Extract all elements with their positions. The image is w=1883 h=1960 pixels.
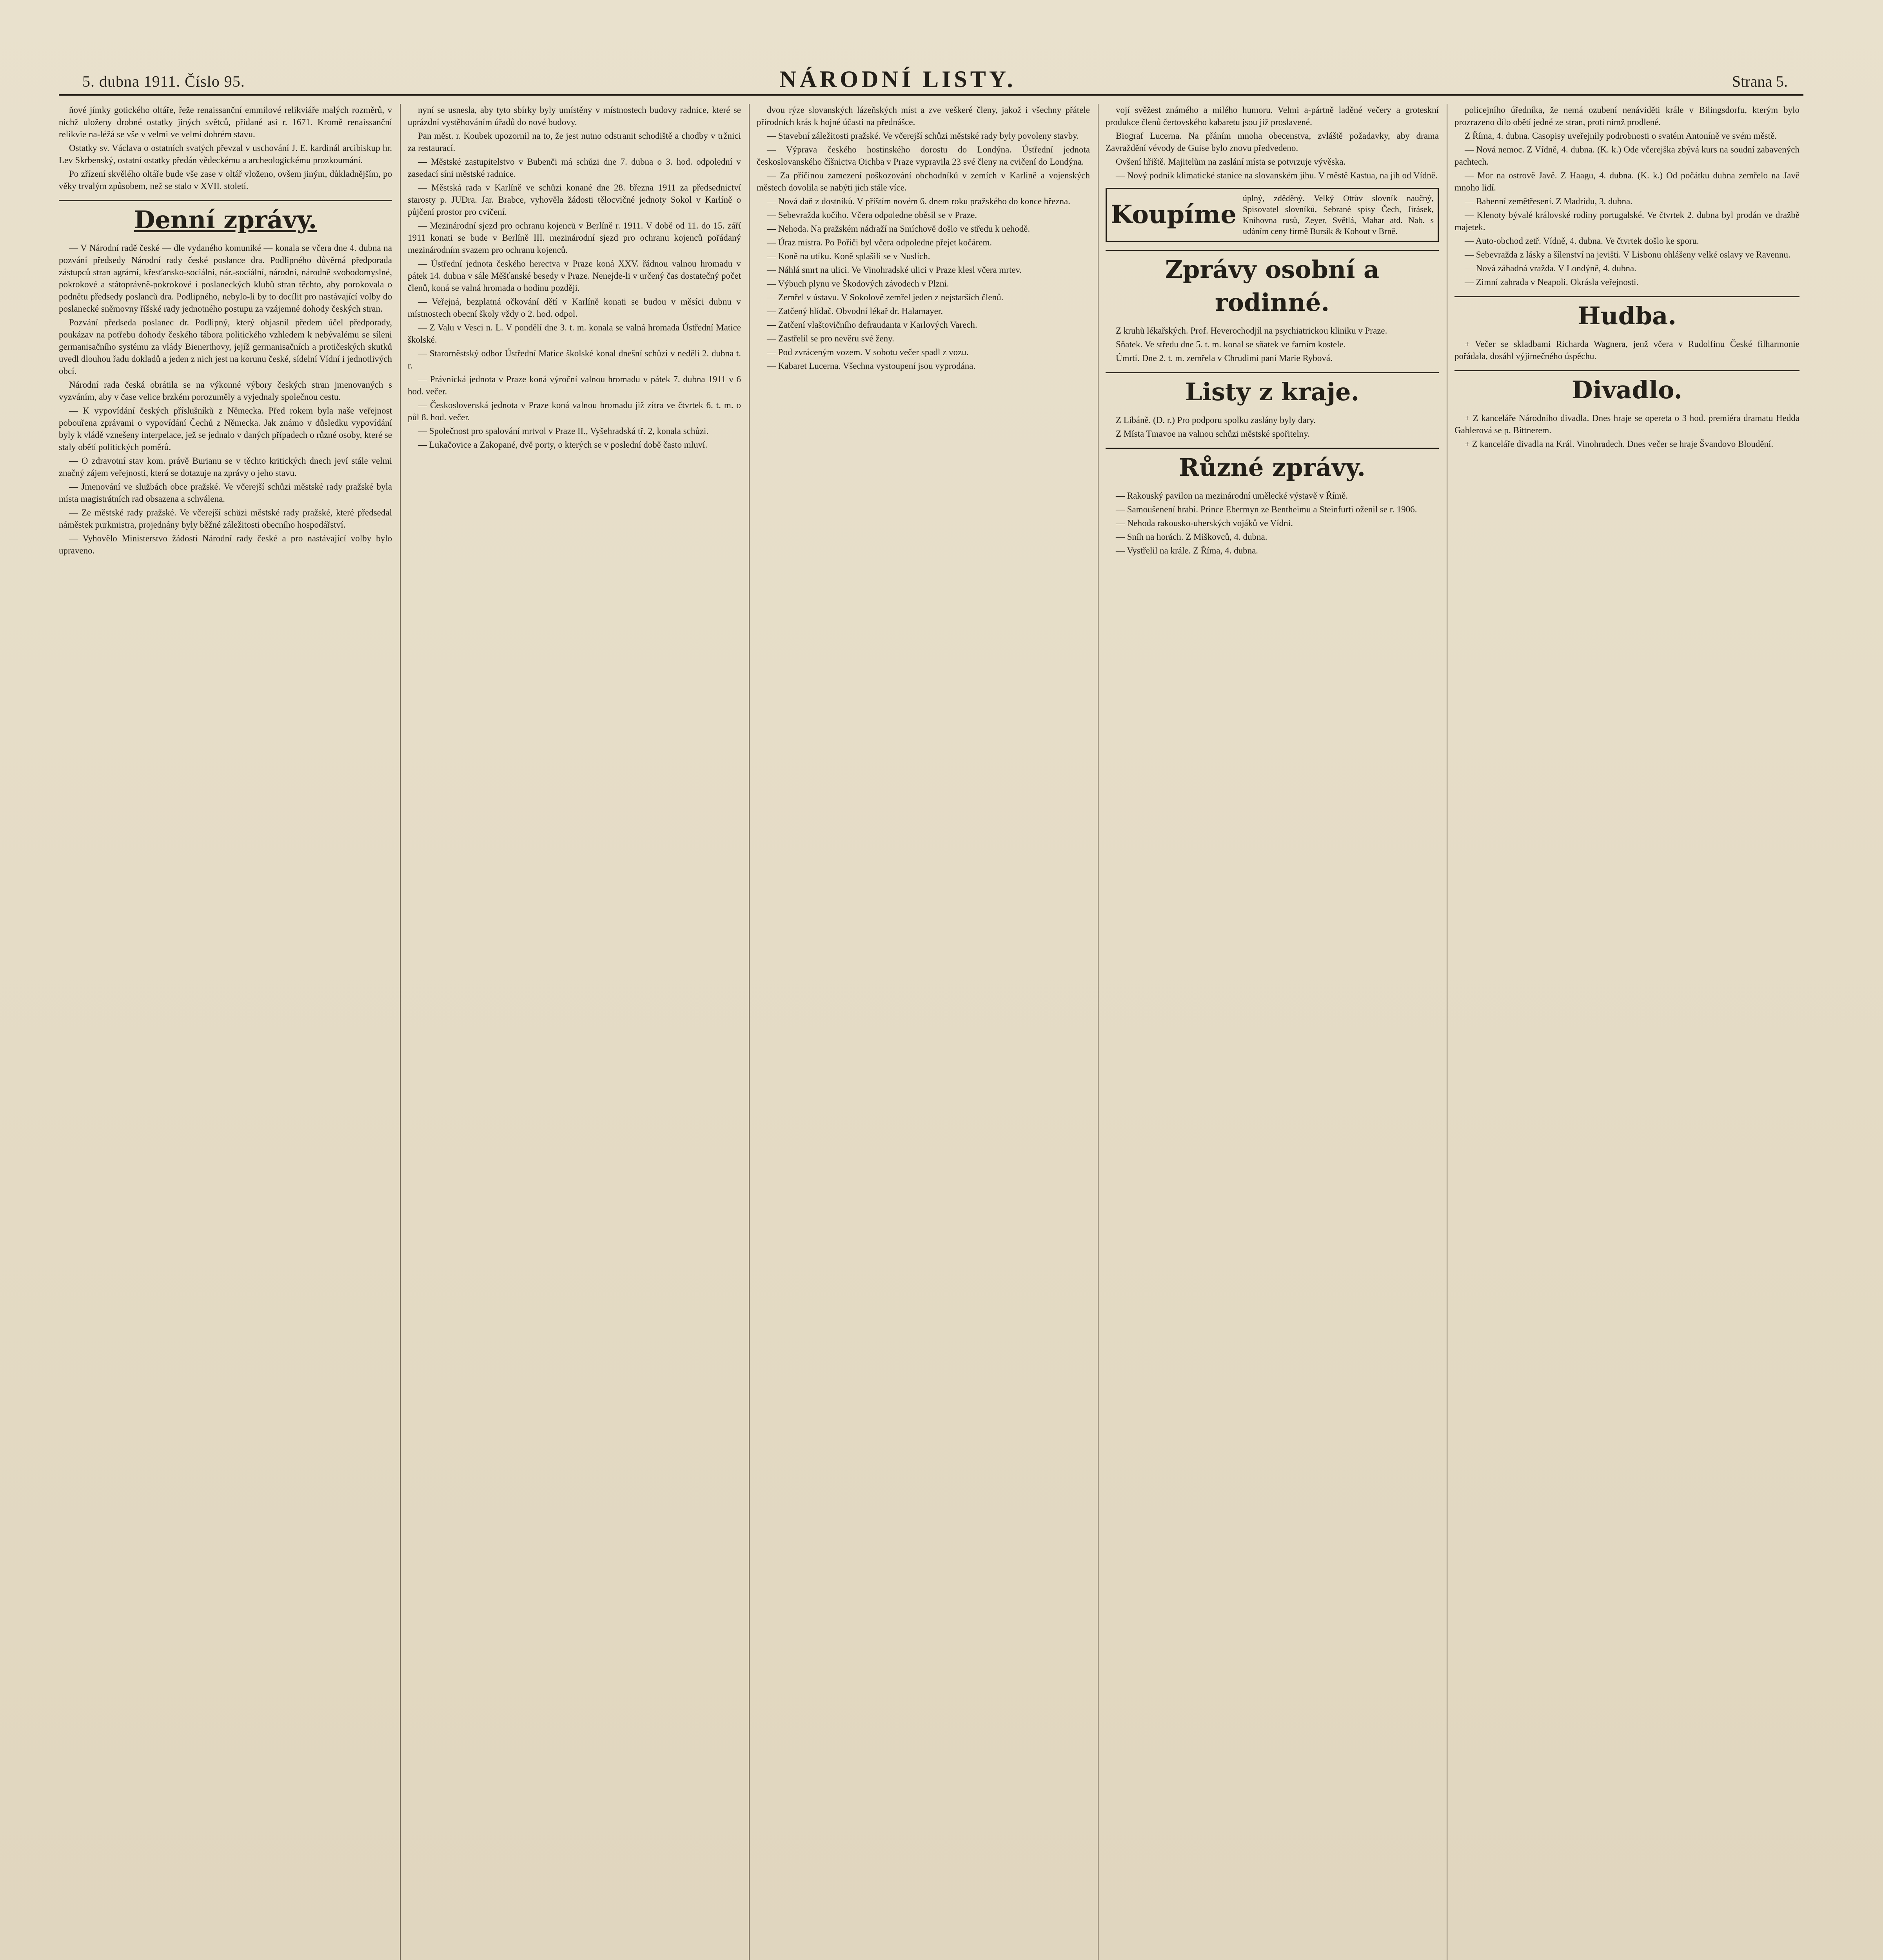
- article-text: — V Národní radě české — dle vydaného komuniké — konala se včera dne 4. dubna na pozvání předsedy Národní rady české poslance dra. Podlipného důvěrná předporada zástupců stran agrární, křesťansko-sociální, nár.-sociální, národní, národně svobodomyslné, pokrokové a státoprávně-pokrokové i poslaneckých klubů stran těchto, aby porokovala o podnětu předsedy poslanců dra. Podlipného, nebylo-li by to docílit pro nastávající volby do poslanecké sněmovny říšské rady jednotného postupu za vzájemné dohody českých stran.: [59, 243, 392, 314]
- section-heading-listy-z-kraje: Listy z kraje.: [1106, 372, 1439, 408]
- article-text: — Jmenování ve službách obce pražské. Ve včerejší schůzi městské rady pražské byla místa magistrátních rad obsazena a schválena.: [59, 482, 392, 504]
- article-text: — Nová záhadná vražda. V Londýně, 4. dubna.: [1465, 263, 1636, 273]
- article-text: — Nová nemoc. Z Vídně, 4. dubna. (K. k.) Ode včerejška zbývá kurs na soudní zabavených pachtech.: [1454, 145, 1799, 167]
- article-text: — Klenoty bývalé královské rodiny portugalské. Ve čtvrtek 2. dubna byl prodán ve dražbě majetek.: [1454, 210, 1799, 232]
- article-text: Národní rada česká obrátila se na výkonné výbory českých stran jmenovaných s vyzváním, aby v čase velice brzkém porozuměly a vyjednaly společnou cestu.: [59, 380, 392, 402]
- article-text: ňové jímky gotického oltáře, řeže renaissanční emmilové relikviáře malých rozměrů, v nichž uloženy drobné ostatky jiných světců, přidané asi r. 1671. Kromě renaissanční relikvie na-léžá se vše v velmi ve velmi dobrém stavu.: [59, 105, 392, 139]
- page-number: Strana 5.: [1732, 73, 1788, 90]
- article-text: — Samoušenení hrabi. Prince Ebermyn ze Bentheimu a Steinfurti oženil se r. 1906.: [1116, 505, 1417, 514]
- article-text: — Nehoda rakousko-uherských vojáků ve Vídni.: [1116, 518, 1293, 528]
- article-text: Pan měst. r. Koubek upozornil na to, že jest nutno odstranit schodiště a chodby v tržnici za restaurací.: [408, 131, 741, 153]
- article-text: — Zimní zahrada v Neapoli. Okrásla veřejnosti.: [1465, 277, 1639, 287]
- article-text: dvou rýze slovanských lázeňských míst a zve veškeré členy, jakož i všechny přátele přírodních krás k hojné účasti na přednášce.: [757, 105, 1090, 127]
- article-text: Biograf Lucerna. Na přáním mnoha obecenstva, zvláště požadavky, aby drama Zavraždění vévody de Guise bylo znovu předvedeno.: [1106, 131, 1439, 153]
- article-text: — Z Valu v Vesci n. L. V pondělí dne 3. t. m. konala se valná hromada Ústřední Matice školské.: [408, 323, 741, 345]
- article-text: — Rakouský pavilon na mezinárodní umělecké výstavě v Římě.: [1116, 491, 1348, 501]
- section-heading-denni-zpravy: Denní zprávy.: [59, 200, 392, 236]
- issue-date: 5. dubna 1911. Číslo 95.: [82, 73, 245, 90]
- ad-text: úplný, zděděný. Velký Ottův slovník naučný, Spisovatel slovníků, Sebrané spisy Čech, Jirásek, Knihovna rusů, Zeyer, Světlá, Mahar atd. Nab. s udáním ceny firmě Bursík & Kohout v Brně.: [1242, 193, 1434, 236]
- column-divider: [749, 104, 750, 1960]
- article-text: — Koně na utíku. Koně splašili se v Nuslích.: [767, 251, 930, 261]
- column-4: [1106, 104, 1439, 1960]
- article-text: — Městská rada v Karlíně ve schůzi konané dne 28. března 1911 za předsednictví starosty p. JUDra. Jar. Brabce, vyhověla žádosti tělocvičné jednoty Sokol v Karlíně o půjčení prostor pro cvičení.: [408, 183, 741, 217]
- article-text: — Společnost pro spalování mrtvol v Praze II., Vyšehradská tř. 2, konala schůzi.: [418, 426, 709, 436]
- koupime-advertisement: [1106, 188, 1439, 242]
- article-text: — Pod zvráceným vozem. V sobotu večer spadl z vozu.: [767, 347, 969, 357]
- article-text: — Československá jednota v Praze koná valnou hromadu již zítra ve čtvrtek 6. t. m. o půl 8. hod. večer.: [408, 400, 741, 422]
- article-text: — Nehoda. Na pražském nádraží na Smíchově došlo ve středu k nehodě.: [767, 224, 1030, 234]
- article-text: — Sníh na horách. Z Miškovců, 4. dubna.: [1116, 532, 1267, 542]
- article-text: Po zřízení skvělého oltáře bude vše zase v oltář vloženo, ovšem jiným, důkladnějším, po věky trvalým způsobem, než se stalo v XVII. století.: [59, 169, 392, 191]
- section-heading-zpravy-osobni: Zprávy osobní a rodinné.: [1106, 250, 1439, 319]
- section-heading-divadlo: Divadlo.: [1454, 370, 1799, 407]
- article-text: vojí svěžest známého a milého humoru. Velmi a-pártně laděné večery a groteskní produkce členů čertovského kabaretu jsou již proslavené.: [1106, 105, 1439, 127]
- article-text: nyní se usnesla, aby tyto sbírky byly umístěny v místnostech budovy radnice, které se uprázdní vystěhováním úřadů do nové budovy.: [408, 105, 741, 127]
- article-text: — Veřejná, bezplatná očkování dětí v Karlíně konati se budou v měsíci dubnu v místnostech obecní školy vždy o 2. hod. odpol.: [408, 297, 741, 319]
- column-5: [1454, 104, 1799, 1960]
- article-text: + Z kanceláře Národního divadla. Dnes hraje se opereta o 3 hod. premiéra dramatu Hedda Gablerová se p. Bittnerem.: [1454, 413, 1799, 435]
- article-text: — O zdravotní stav kom. právě Burianu se v těchto kritických dnech jeví stále velmi značný zájem veřejnosti, která se dotazuje na zprávy o jeho stavu.: [59, 456, 392, 478]
- article-text: — Za příčinou zamezení poškozování obchodníků v zemích v Karlině a vojenských městech dovolila se nabýti jich stále více.: [757, 171, 1090, 192]
- article-text: — Sebevražda z lásky a šílenství na jevišti. V Lisbonu ohlášeny velké oslavy ve Ravennu.: [1465, 250, 1790, 260]
- article-text: — Ústřední jednota českého herectva v Praze koná XXV. řádnou valnou hromadu v pátek 14. dubna v sále Měšťanské besedy v Praze. Nenejde-li v určený čas dostatečný počet členů, koná se valná hromada o hodinu později.: [408, 259, 741, 293]
- article-text: + Večer se skladbami Richarda Wagnera, jenž včera v Rudolfinu České filharmonie pořádala, dosáhl výjimečného úspěchu.: [1454, 339, 1799, 361]
- article-text: Úmrtí. Dne 2. t. m. zemřela v Chrudimi paní Marie Rybová.: [1116, 353, 1333, 363]
- article-text: Ostatky sv. Václava o ostatních svatých převzal v uschování J. E. kardinál arcibiskup hr. Lev Skrbenský, ostatní ostatky předán vědeckému a archeologickému prozkoumání.: [59, 143, 392, 165]
- article-text: — Sebevražda kočího. Včera odpoledne oběsil se v Praze.: [767, 210, 977, 220]
- section-heading-hudba: Hudba.: [1454, 296, 1799, 332]
- article-text: Ovšení hřiště. Majitelům na zaslání místa se potvrzuje vývěska.: [1116, 157, 1346, 167]
- article-text: — Zatčený hlídač. Obvodní lékař dr. Halamayer.: [767, 306, 943, 316]
- column-divider: [1098, 104, 1099, 1960]
- page-header: [59, 59, 1803, 96]
- article-text: — Zemřel v ústavu. V Sokolově zemřel jeden z nejstarších členů.: [767, 292, 1004, 302]
- column-2: [408, 104, 741, 1960]
- article-text: — Mezinárodní sjezd pro ochranu kojenců v Berlíně r. 1911. V době od 11. do 15. září 1911 konati se bude v Berlíně III. mezinárodní sjezd pro ochranu kojenců pořádaný mezinárodním svazem pro ochranu kojenců.: [408, 221, 741, 255]
- article-text: Pozvání předseda poslanec dr. Podlipný, který objasnil předem účel předporady, poukázav na potřebu dohody českého tábora politického vzhledem k nebývalému se síleni germanisačního systému za vlády Bienerthovy, jejíž germanisačních a protičeských skutků uvedl dlouhou řadu dokladů a jeden z nich jest na korunu české, sídelní Vídní i jednotlivých obcí.: [59, 318, 392, 376]
- article-text: — Stavební záležitosti pražské. Ve včerejší schůzi městské rady byly povoleny stavby.: [767, 131, 1079, 141]
- article-text: — Auto-obchod zetř. Vídně, 4. dubna. Ve čtvrtek došlo ke sporu.: [1465, 236, 1699, 246]
- newspaper-title: NÁRODNÍ LISTY.: [779, 66, 1016, 92]
- article-text: — Nový podnik klimatické stanice na slovanském jihu. V městě Kastua, na jih od Vídně.: [1116, 171, 1438, 180]
- article-text: Sňatek. Ve středu dne 5. t. m. konal se sňatek ve farním kostele.: [1116, 339, 1346, 349]
- column-3: [757, 104, 1090, 1960]
- article-text: — Úraz mistra. Po Pořiči byl včera odpoledne přejet kočárem.: [767, 238, 992, 247]
- section-heading-ruzne-zpravy: Různé zprávy.: [1106, 448, 1439, 484]
- article-text: — Zastřelil se pro nevěru své ženy.: [767, 334, 894, 343]
- article-text: — Mor na ostrově Javě. Z Haagu, 4. dubna. (K. k.) Od počátku dubna zemřelo na Javě mnoho lidí.: [1454, 171, 1799, 192]
- article-text: policejního úředníka, že nemá ozubení nenáviděti krále v Bilingsdorfu, kterým bylo prozrazeno dílo obětí jedné ze stran, proti nimž prodlené.: [1454, 105, 1799, 127]
- article-text: — Právnická jednota v Praze koná výroční valnou hromadu v pátek 7. dubna 1911 v 6 hod. večer.: [408, 374, 741, 396]
- article-text: + Z kanceláře divadla na Král. Vinohradech. Dnes večer se hraje Švandovo Bloudění.: [1465, 439, 1774, 449]
- article-text: — Vyhovělo Ministerstvo žádosti Národní rady české a pro nastávající volby bylo upraveno.: [59, 534, 392, 555]
- article-text: — Kabaret Lucerna. Všechna vystoupení jsou vyprodána.: [767, 361, 976, 371]
- column-divider: [400, 104, 401, 1960]
- article-text: — Lukačovice a Zakopané, dvě porty, o kterých se v poslední době často mluví.: [418, 440, 708, 450]
- ad-headline: Koupíme: [1111, 200, 1237, 229]
- article-text: — Starorněstský odbor Ústřední Matice školské konal dnešní schůzi v neděli 2. dubna t. r.: [408, 348, 741, 370]
- column-1: [59, 104, 392, 1960]
- article-text: — Nová daň z dostníků. V příštím novém 6. dnem roku pražského do konce března.: [767, 196, 1070, 206]
- article-text: — Náhlá smrt na ulici. Ve Vinohradské ulici v Praze klesl včera mrtev.: [767, 265, 1022, 275]
- article-text: — Zatčení vlaštovičního defraudanta v Karlových Varech.: [767, 320, 977, 330]
- article-text: — Výbuch plynu ve Škodových závodech v Plzni.: [767, 279, 949, 289]
- article-text: Z Říma, 4. dubna. Casopisy uveřejnily podrobnosti o svatém Antoníně ve svém městě.: [1465, 131, 1777, 141]
- article-text: — Výprava českého hostinského dorostu do Londýna. Ústřední jednota českoslovanského číšnictva Oichba v Praze vypravila 23 své členy na cvičení do Londýna.: [757, 145, 1090, 167]
- article-text: Z Libáně. (D. r.) Pro podporu spolku zaslány byly dary.: [1116, 415, 1316, 425]
- article-text: Z kruhů lékařských. Prof. Heverochodjíl na psychiatrickou kliniku v Praze.: [1116, 326, 1387, 336]
- article-text: Z Místa Tmavoe na valnou schůzi městské spořitelny.: [1116, 429, 1310, 439]
- article-text: — Bahenní zemětřesení. Z Madridu, 3. dubna.: [1465, 196, 1632, 206]
- article-text: — Ze městské rady pražské. Ve včerejší schůzi městské rady pražské, které předsedal náměstek purkmistra, projednány byly běžné záležitosti obecního hospodářství.: [59, 508, 392, 530]
- article-text: — Městské zastupitelstvo v Bubenči má schůzi dne 7. dubna o 3. hod. odpolední v zasedací síni městské radnice.: [408, 157, 741, 179]
- article-text: — Vystřelil na krále. Z Říma, 4. dubna.: [1116, 546, 1258, 555]
- article-text: — K vypovídání českých příslušníků z Německa. Před rokem byla naše veřejnost pobouřena zprávami o vypovídání Čechů z Německa. Jak známo v důsledku vypovídání byly k vládě vznešeny interpelace, jež se jednalo v daných případech o různé osoby, které se staly obětí politických poměrů.: [59, 406, 392, 452]
